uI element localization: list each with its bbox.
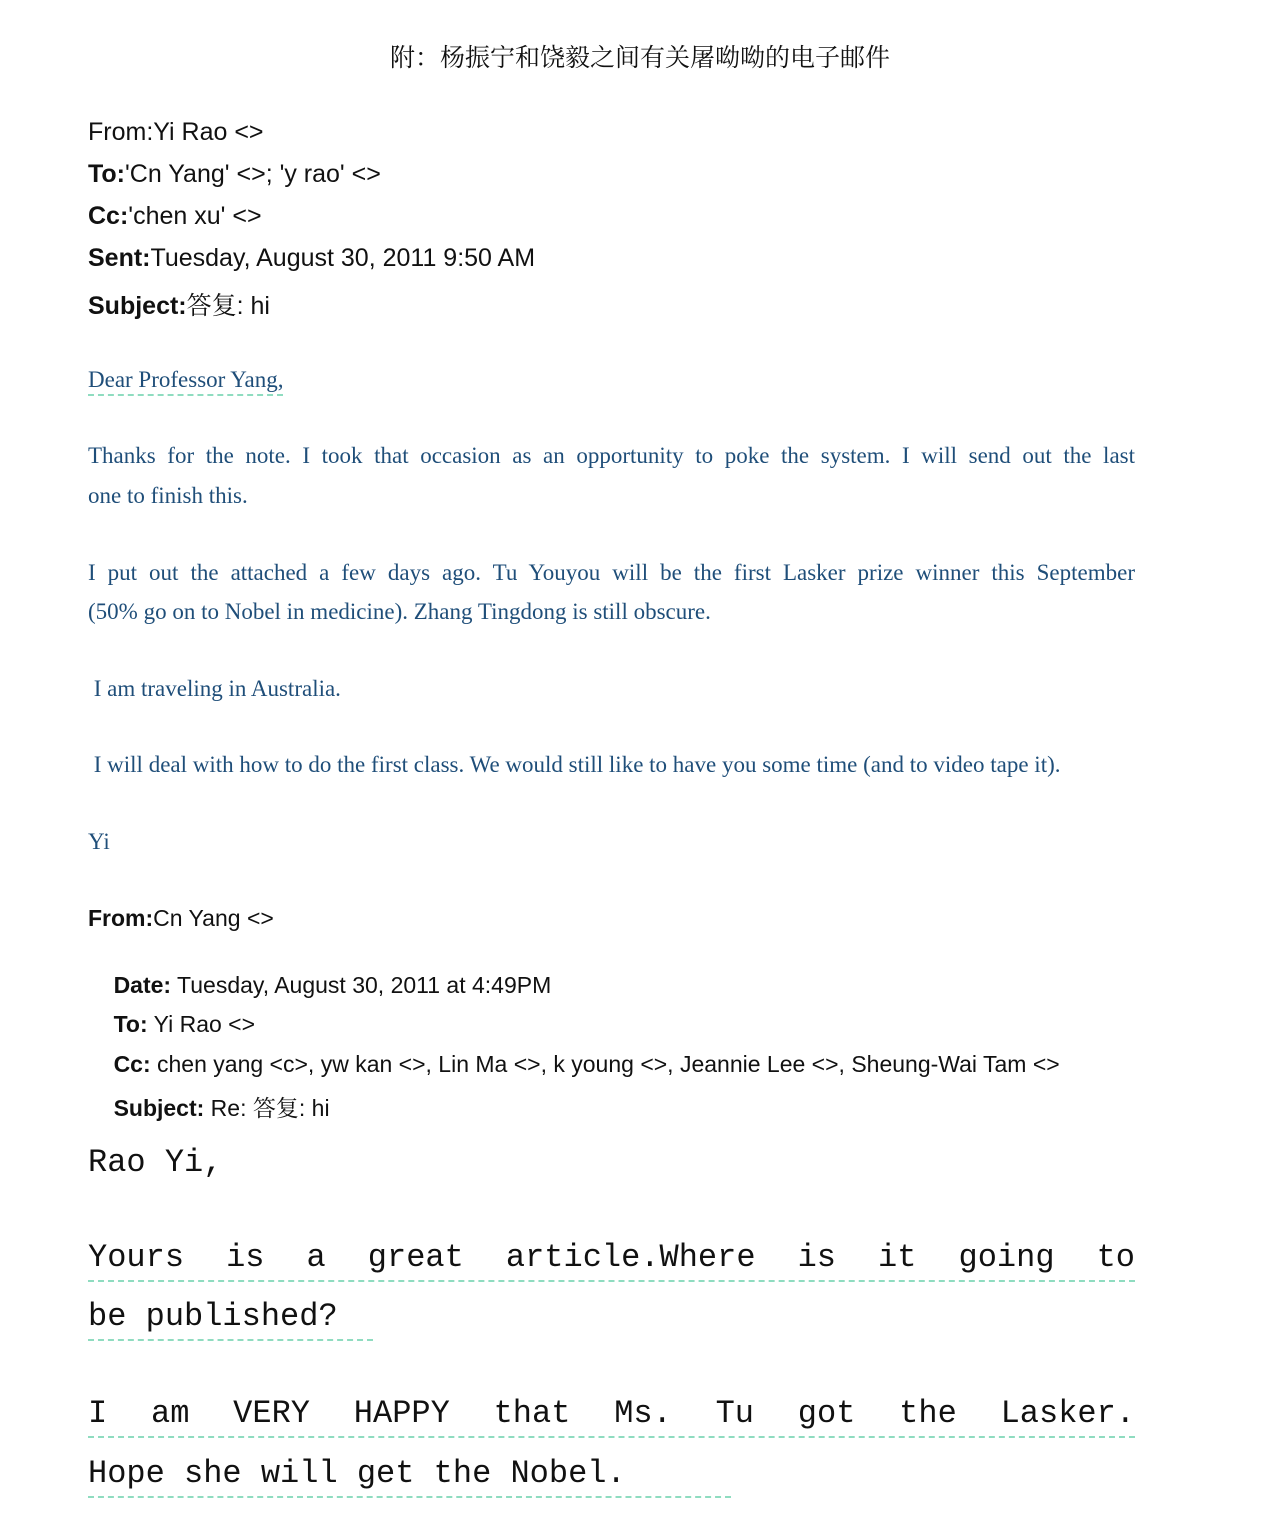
email2-line-1: Yours is a great article.Where is it going to [88,1239,1135,1276]
email2-to-label: To: [113,1011,148,1037]
email1-subject-row [88,286,270,322]
email2-from-value: Cn Yang <> [153,905,274,931]
email2-line-2-underline [88,1339,373,1341]
email1-cc-value: 'chen xu' <> [128,202,262,230]
email1-to-label: To: [88,160,126,188]
email1-cc-row [88,202,262,231]
email1-paragraph-2-line-1: I put out the attached a few days ago. Tu Youyou will be the first Lasker prize winner this September [88,560,1135,585]
email1-from-label: From: [88,118,154,146]
email2-subject-row [88,1063,330,1150]
email1-sent-value: Tuesday, August 30, 2011 9:50 AM [150,244,536,272]
email1-subject-value: 答复: hi [186,292,270,320]
email2-from-row [88,905,274,932]
email1-greeting-row [88,360,1135,400]
email2-line-3: I am VERY HAPPY that Ms. Tu got the Lasker. [88,1395,1135,1432]
email2-line-4-underline [88,1496,731,1498]
email1-sent-row [88,244,535,273]
email2-from-label: From: [88,905,154,931]
email2-line-3-underline [88,1436,1135,1438]
email1-paragraph-3: I am traveling in Australia. [88,676,341,701]
email2-date-label: Date: [113,972,172,998]
email2-greeting: Rao Yi, [88,1144,223,1181]
email1-paragraph-2-line-2: (50% go on to Nobel in medicine). Zhang Tingdong is still obscure. [88,599,711,624]
email2-subject-value: Re: 答复: hi [204,1095,330,1121]
email1-signature: Yi [88,829,110,854]
document-title: 附：杨振宁和饶毅之间有关屠呦呦的电子邮件 [389,43,890,72]
email1-sent-label: Sent: [88,244,151,272]
email2-cc-value: chen yang <c>, yw kan <>, Lin Ma <>, k young <>, Jeannie Lee <>, Sheung-Wai Tam <> [150,1051,1060,1077]
email1-paragraph-1-line-2: one to finish this. [88,483,248,508]
email1-from-value: Yi Rao <> [153,118,264,146]
email2-line-1-underline [88,1280,1135,1282]
email2-line-2: be published? [88,1298,338,1335]
email1-subject-label: Subject: [88,292,187,320]
email2-cc-label: Cc: [113,1051,151,1077]
email2-subject-label: Subject: [113,1095,205,1121]
email1-cc-label: Cc: [88,202,129,230]
email1-from-row [88,118,264,147]
email1-greeting: Dear Professor Yang, [88,367,283,396]
email1-paragraph-1-line-1: Thanks for the note. I took that occasion as an opportunity to poke the system. I will send out the last [88,443,1135,468]
email1-to-row [88,160,381,189]
email2-to-value: Yi Rao <> [147,1011,256,1037]
email2-date-value: Tuesday, August 30, 2011 at 4:49PM [171,972,552,998]
email2-line-4: Hope she will get the Nobel. [88,1455,626,1492]
email1-to-value: 'Cn Yang' <>; 'y rao' <> [125,160,381,188]
email1-paragraph-4: I will deal with how to do the first class. We would still like to have you some time (and to video tape it). [88,752,1061,777]
